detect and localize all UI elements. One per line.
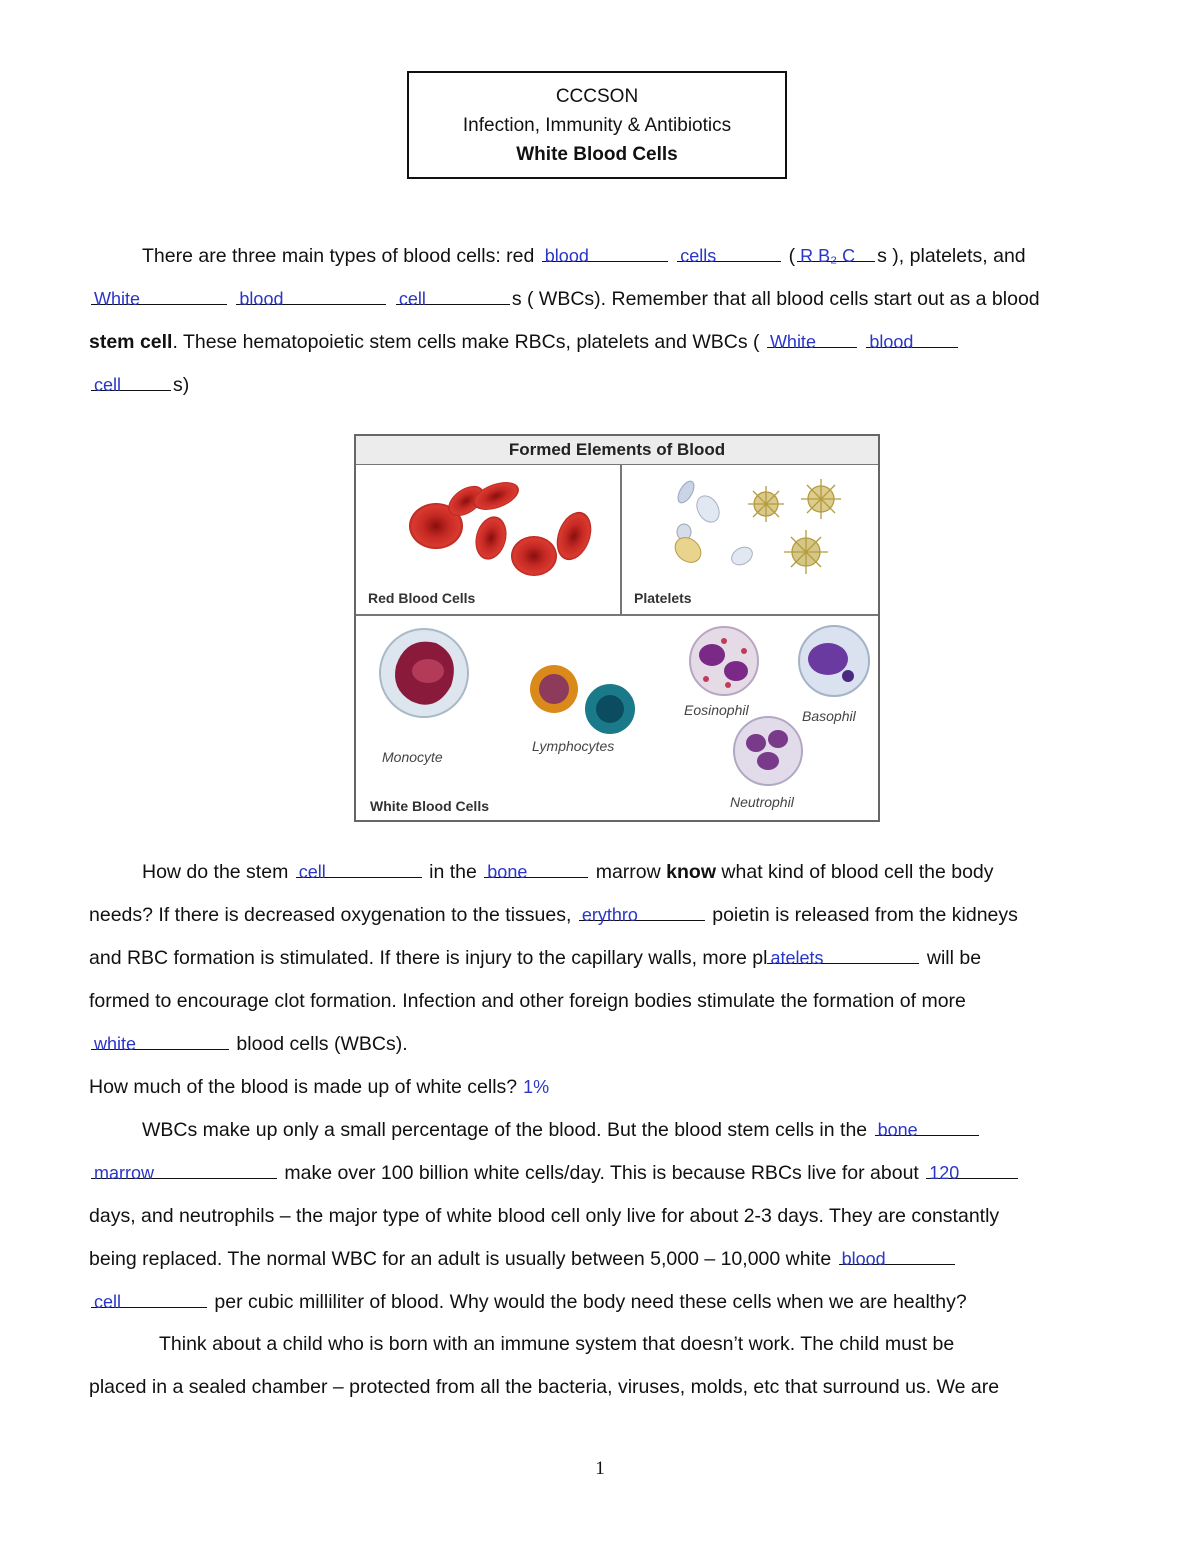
page-title: White Blood Cells (516, 144, 678, 165)
blank-wbc-count-1[interactable]: blood (839, 1246, 955, 1265)
p2-line-4: formed to encourage clot formation. Infection and other foreign bodies stimulate the formation of more (89, 990, 966, 1012)
blank-marrow[interactable]: marrow (91, 1160, 277, 1179)
blank-white-cells[interactable]: white (91, 1031, 229, 1050)
blank-rbc-lifespan[interactable]: 120 (926, 1160, 1018, 1179)
red-blood-cells-illustration (396, 466, 616, 586)
blank-bone-1[interactable]: bone (484, 859, 588, 878)
title-box (407, 71, 787, 179)
blank-rbc-abbrev[interactable]: R B₂ C (797, 243, 875, 262)
blank-wbc-3[interactable]: cell (91, 372, 171, 391)
p2-line-2: needs? If there is decreased oxygenation to the tissues, erythro poietin is released from the kidneys (89, 904, 1018, 926)
monocyte-label: Monocyte (382, 749, 443, 765)
neutrophil-label: Neutrophil (730, 794, 794, 810)
p1-line-4: cell s) (89, 364, 189, 407)
p4-line-2: placed in a sealed chamber – protected from all the bacteria, viruses, molds, etc that surround us. We are (89, 1376, 1000, 1398)
eosinophil-cell (690, 627, 758, 695)
question-line: How much of the blood is made up of white cells? 1% (89, 1076, 550, 1098)
basophil-cell (799, 626, 869, 696)
figure-divider-vertical (620, 464, 622, 614)
figure-title: Formed Elements of Blood (356, 436, 878, 465)
blank-red-2[interactable]: cells (677, 243, 781, 262)
blank-red-1[interactable]: blood (542, 243, 668, 262)
course-name: CCCSON (555, 86, 639, 107)
white-blood-cells-illustration (366, 621, 876, 791)
answer-percent[interactable]: 1% (523, 1077, 550, 1097)
p2-line-3: and RBC formation is stimulated. If there is injury to the capillary walls, more pl atelets will be (89, 947, 982, 969)
formed-elements-figure (354, 434, 880, 822)
blank-white-3[interactable]: cell (396, 286, 510, 305)
blank-wbc-count-2[interactable]: cell (91, 1289, 207, 1308)
blank-stem[interactable]: cell (296, 859, 422, 878)
p1-line-2: White blood cell s ( WBCs). Remember that all blood cells start out as a blood (89, 278, 1040, 321)
neutrophil-cell (734, 717, 802, 785)
p2-line-5: white blood cells (WBCs). (89, 1023, 408, 1066)
blank-white-1[interactable]: White (91, 286, 227, 305)
eosinophil-label: Eosinophil (684, 702, 749, 718)
blank-wbc-1[interactable]: White (767, 329, 857, 348)
p3-line-1: WBCs make up only a small percentage of the blood. But the blood stem cells in the bone (142, 1109, 981, 1152)
blank-platelets[interactable]: atelets (767, 945, 919, 964)
p1-line-1: There are three main types of blood cells: red blood cells ( R B₂ C s ), platelets, and (142, 245, 1026, 267)
rbc-label: Red Blood Cells (368, 590, 476, 606)
platelets-label: Platelets (634, 590, 692, 606)
p3-line-2: marrow make over 100 billion white cells/day. This is because RBCs live for about 120 (89, 1152, 1020, 1195)
p2-line-1: How do the stem cell in the bone marrow know what kind of blood cell the body (142, 861, 994, 883)
blank-bone-2[interactable]: bone (875, 1117, 979, 1136)
monocyte-cell (380, 629, 468, 717)
figure-divider-horizontal (356, 614, 878, 616)
lymphocytes-label: Lymphocytes (532, 738, 615, 754)
blank-white-2[interactable]: blood (236, 286, 386, 305)
p4-line-1: Think about a child who is born with an immune system that doesn’t work. The child must be (159, 1333, 955, 1355)
p3-line-4: being replaced. The normal WBC for an adult is usually between 5,000 – 10,000 white blood (89, 1238, 957, 1281)
platelets-illustration (656, 474, 871, 589)
page-number: 1 (595, 1458, 605, 1479)
p3-line-5: cell per cubic milliliter of blood. Why would the body need these cells when we are healthy? (89, 1281, 967, 1324)
unit-name: Infection, Immunity & Antibiotics (462, 115, 732, 136)
basophil-label: Basophil (802, 708, 856, 724)
p3-line-3: days, and neutrophils – the major type of white blood cell only live for about 2-3 days. They are constantly (89, 1205, 1000, 1227)
blank-wbc-2[interactable]: blood (866, 329, 958, 348)
blank-erythro[interactable]: erythro (579, 902, 705, 921)
wbc-label: White Blood Cells (370, 798, 489, 814)
p1-line-3: stem cell. These hematopoietic stem cells make RBCs, platelets and WBCs ( White blood (89, 321, 960, 364)
lymphocyte-cells (530, 665, 635, 734)
